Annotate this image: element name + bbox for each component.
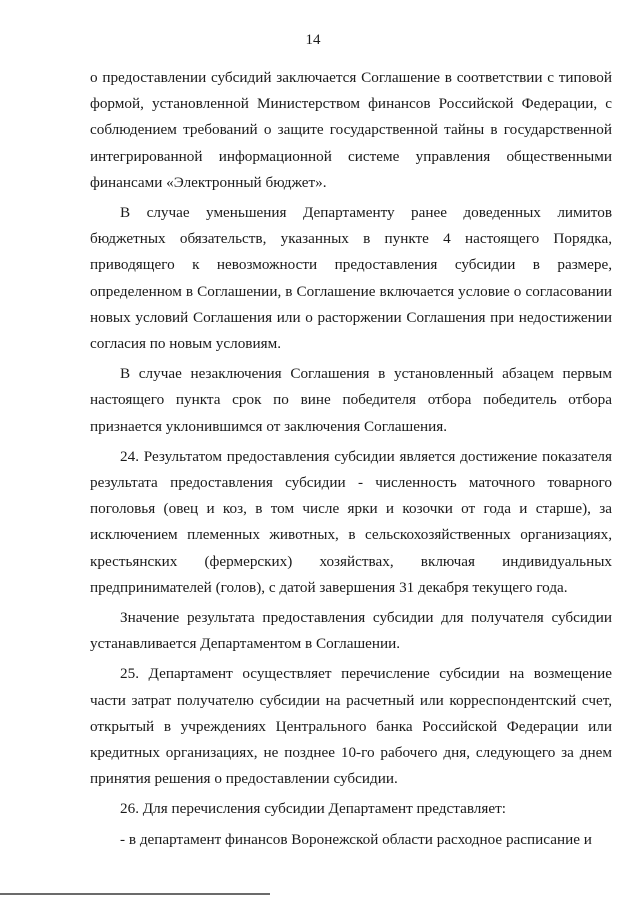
- page-number: 14: [305, 32, 321, 48]
- paragraph-limits-reduction: В случае уменьшения Департаменту ранее доведенных лимитов бюджетных обязательств, указанных в пункте 4 настоящего Порядка, приводящего к невозможности предоставления субсидии в размере, определенном в Соглашении, в Соглашение включается условие о согласовании новых условий Соглашения или о расторжении Соглашения при недостижении согласия по новым условиям.: [90, 204, 612, 353]
- paragraph-item-24: 24. Результатом предоставления субсидии является достижение показателя результата предоставления субсидии - численность маточного товарного поголовья (овец и коз, в том числе ярки и козочки от года и старше), за исключением племенных животных, в сельскохозяйственных организациях, крестьянских (фермерских) хозяйствах, включая индивидуальных предпринимателей (голов), с датой завершения 31 декабря текущего года.: [90, 447, 612, 596]
- paragraph-non-conclusion: В случае незаключения Соглашения в установленный абзацем первым настоящего пункта срок по вине победителя отбора победитель отбора признается уклонившимся от заключения Соглашения.: [90, 365, 612, 435]
- paragraph-finance-department: - в департамент финансов Воронежской области расходное расписание и: [120, 830, 592, 848]
- paragraph-item-26: 26. Для перечисления субсидии Департамент представляет:: [120, 800, 506, 818]
- scan-edge-line: [0, 893, 270, 895]
- paragraph-agreement-form: о предоставлении субсидий заключается Соглашение в соответствии с типовой формой, установленной Министерством финансов Российской Федерации, с соблюдением требований о защите государственной тайны в государственной интегрированной информационной системе управления общественными финансами «Электронный бюджет».: [90, 69, 612, 191]
- paragraph-result-value: Значение результата предоставления субсидии для получателя субсидии устанавливается Департаментом в Соглашении.: [90, 609, 612, 653]
- paragraph-item-25: 25. Департамент осуществляет перечисление субсидии на возмещение части затрат получателю субсидии на расчетный или корреспондентский счет, открытый в учреждениях Центрального банка Российской Федерации или кредитных организациях, не позднее 10-го рабочего дня, следующего за днем принятия решения о предоставлении субсидии.: [90, 665, 612, 788]
